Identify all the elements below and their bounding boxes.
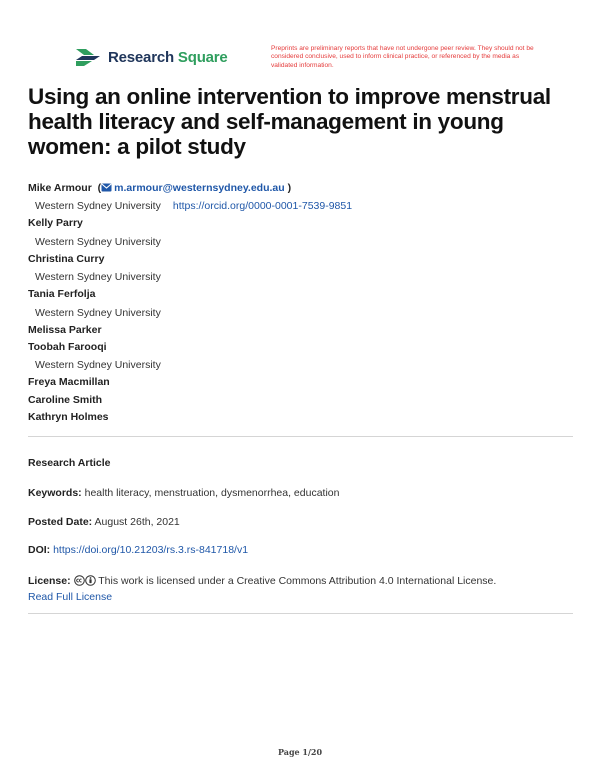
mail-icon (101, 183, 112, 192)
author-name: Freya Macmillan (28, 376, 110, 389)
article-type (28, 455, 573, 471)
doi-label: DOI: (28, 544, 51, 556)
preprint-disclaimer: Preprints are preliminary reports that have not undergone peer review. They should not be considered conclusive, used to inform clinical practice, or referenced by the media as validated information. (271, 45, 534, 69)
author-name: Caroline Smith (28, 393, 103, 406)
author-affiliation: Western Sydney University (35, 306, 161, 319)
affiliation-text: Western Sydney University (35, 200, 161, 213)
author-name: Tania Ferfolja (28, 288, 96, 301)
keywords-row (28, 485, 573, 501)
keywords-value: health literacy, menstruation, dysmenorrhea, education (84, 487, 340, 499)
author-name: Christina Curry (28, 252, 105, 265)
doi-link[interactable]: https://doi.org/10.21203/rs.3.rs-841718/v1 (53, 544, 249, 556)
license-text: This work is licensed under a Creative Commons Attribution 4.0 International License. (98, 575, 497, 587)
author-name: Toobah Farooqi (28, 340, 107, 353)
author-list (28, 180, 573, 427)
logo-word-research: Research (108, 48, 174, 66)
author-name: Mike Armour ( m.armour@westernsydney.edu.au ) (28, 182, 292, 194)
research-square-logo-icon (74, 46, 102, 68)
author-email-link[interactable]: m.armour@westernsydney.edu.au (114, 182, 285, 194)
author-name: Kelly Parry (28, 217, 83, 230)
attribution-icon (85, 575, 96, 586)
posted-date-row (28, 514, 573, 530)
section-divider (28, 436, 573, 437)
author-name: Melissa Parker (28, 323, 102, 336)
article-title: Using an online intervention to improve menstrual health literacy and self-management in young women: a pilot study (28, 84, 551, 159)
author-affiliation (28, 197, 573, 215)
author-affiliation: Western Sydney University (35, 271, 161, 284)
doi-row (28, 542, 573, 558)
page-number: Page 1/20 (277, 747, 323, 757)
author-affiliation: Western Sydney University (35, 235, 161, 248)
license-row (28, 573, 573, 605)
research-square-logo[interactable] (74, 46, 228, 68)
keywords-label: Keywords: (28, 487, 82, 499)
logo-word-square: Square (177, 48, 228, 66)
creative-commons-icon (74, 575, 85, 586)
read-full-license-link[interactable]: Read Full License (28, 591, 113, 603)
author-name-text: Mike Armour (28, 182, 92, 194)
posted-date-value: August 26th, 2021 (94, 516, 180, 528)
author-name: Kathryn Holmes (28, 411, 109, 424)
orcid-link[interactable]: https://orcid.org/0000-0001-7539-9851 (172, 200, 353, 213)
logo-wordmark (108, 49, 228, 66)
license-label: License: (28, 575, 71, 587)
posted-date-label: Posted Date: (28, 516, 93, 528)
author-affiliation: Western Sydney University (35, 359, 161, 372)
article-type-text: Research Article (28, 457, 111, 469)
section-divider (28, 613, 573, 614)
